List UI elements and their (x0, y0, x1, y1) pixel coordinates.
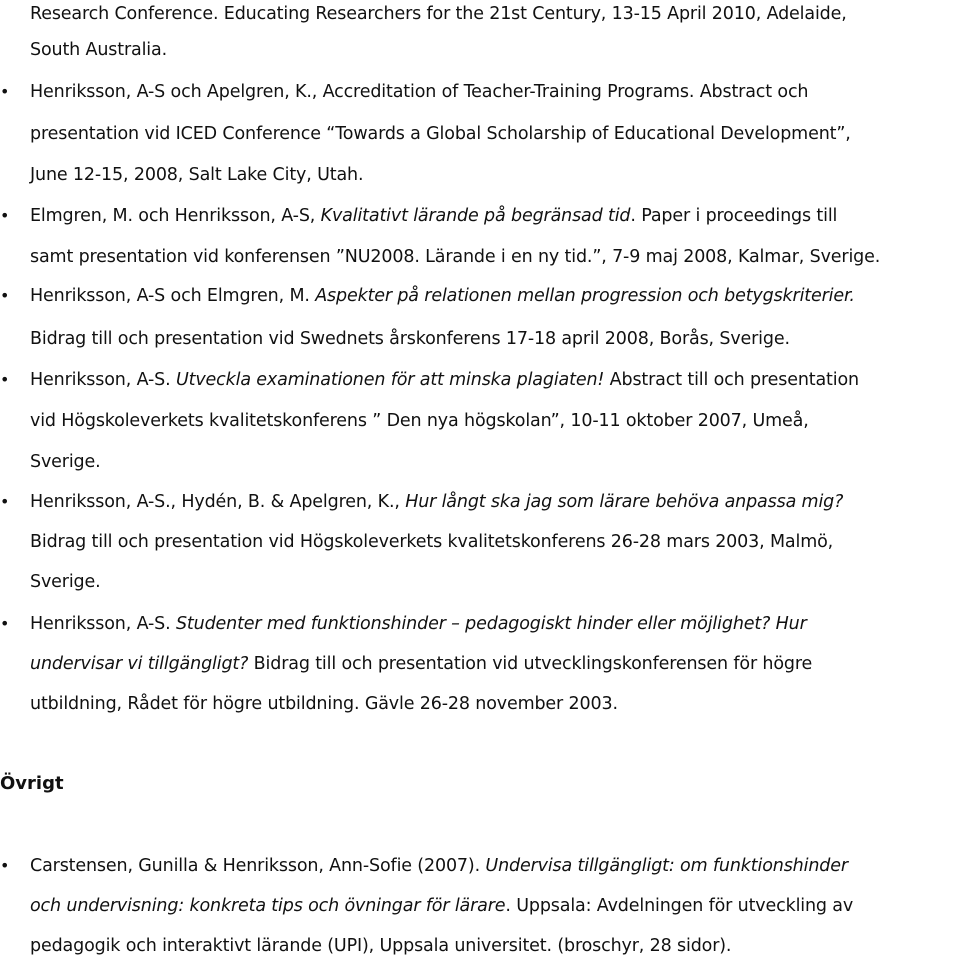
italic-title-text: Utveckla examinationen för att minska plagiaten! (175, 370, 605, 390)
text-run: Research Conference. Educating Researchers for the 21st Century, 13-15 April 2010, Adelaide, (30, 4, 847, 24)
italic-title-text: undervisar vi tillgängligt? (30, 654, 249, 674)
entry-line (30, 80, 808, 104)
entry-line (30, 163, 363, 187)
text-run: . Uppsala: Avdelningen för utveckling av (505, 896, 854, 916)
italic-title-text: Kvalitativt lärande på begränsad tid (320, 206, 631, 226)
text-run: pedagogik och interaktivt lärande (UPI), Uppsala universitet. (broschyr, 28 sidor). (30, 936, 732, 956)
text-run: Henriksson, A-S och Elmgren, M. (30, 286, 316, 306)
bullet-icon (0, 80, 9, 104)
bullet-icon (0, 368, 9, 392)
text-run: June 12-15, 2008, Salt Lake City, Utah. (30, 165, 364, 185)
text-run: Abstract till och presentation (604, 370, 859, 390)
bullet-icon (0, 490, 9, 514)
bullet-icon (0, 854, 9, 878)
entry-line (30, 38, 167, 62)
text-run: Bidrag till och presentation vid utvecklingskonferensen för högre (248, 654, 813, 674)
entry-line (30, 122, 851, 146)
bullet-icon (0, 284, 9, 308)
entry-line (30, 204, 837, 228)
text-run: Carstensen, Gunilla & Henriksson, Ann-Sofie (2007). (30, 856, 486, 876)
text-run: samt presentation vid konferensen ”NU2008. Lärande i en ny tid.”, 7-9 maj 2008, Kalmar, Sverige. (30, 247, 881, 267)
entry-line (30, 245, 880, 269)
italic-title-text: Undervisa tillgängligt: om funktionshinder (485, 856, 848, 876)
entry-line (30, 894, 853, 918)
entry-line (30, 284, 855, 308)
text-run: Henriksson, A-S. (30, 370, 176, 390)
entry-line (30, 692, 618, 716)
entry-line (30, 854, 848, 878)
text-run: Sverige. (30, 452, 101, 472)
text-run: Elmgren, M. och Henriksson, A-S, (30, 206, 321, 226)
italic-title-text: Hur långt ska jag som lärare behöva anpassa mig? (405, 492, 844, 512)
italic-title-text: Aspekter på relationen mellan progression och betygskriterier. (315, 286, 855, 306)
bullet-icon (0, 612, 9, 636)
text-run: Henriksson, A-S och Apelgren, K., Accreditation of Teacher-Training Programs. Abstract och (30, 82, 809, 102)
text-run: Bidrag till och presentation vid Swednets årskonferens 17-18 april 2008, Borås, Sverige. (30, 329, 790, 349)
text-run: presentation vid ICED Conference “Towards a Global Scholarship of Educational Development”, (30, 124, 851, 144)
text-run: utbildning, Rådet för högre utbildning. Gävle 26-28 november 2003. (30, 694, 618, 714)
text-run: Sverige. (30, 572, 101, 592)
entry-line (30, 2, 847, 26)
entry-line (30, 490, 843, 514)
entry-line (30, 530, 833, 554)
entry-line (30, 450, 101, 474)
entry-line (30, 934, 731, 958)
entry-line (30, 409, 809, 433)
text-run: South Australia. (30, 40, 167, 60)
text-run: . Paper i proceedings till (630, 206, 838, 226)
italic-title-text: Studenter med funktionshinder – pedagogiskt hinder eller möjlighet? Hur (175, 614, 807, 634)
entry-line (30, 652, 812, 676)
italic-title-text: och undervisning: konkreta tips och övningar för lärare (30, 896, 506, 916)
entry-line (30, 327, 790, 351)
entry-line (30, 368, 859, 392)
section-heading: Övrigt (0, 773, 64, 794)
text-run: Henriksson, A-S. (30, 614, 176, 634)
text-run: Bidrag till och presentation vid Högskoleverkets kvalitetskonferens 26-28 mars 2003, Malmö, (30, 532, 834, 552)
bullet-icon (0, 204, 9, 228)
entry-line (30, 612, 807, 636)
text-run: vid Högskoleverkets kvalitetskonferens ” Den nya högskolan”, 10-11 oktober 2007, Umeå, (30, 411, 809, 431)
text-run: Henriksson, A-S., Hydén, B. & Apelgren, K., (30, 492, 406, 512)
entry-line (30, 570, 101, 594)
